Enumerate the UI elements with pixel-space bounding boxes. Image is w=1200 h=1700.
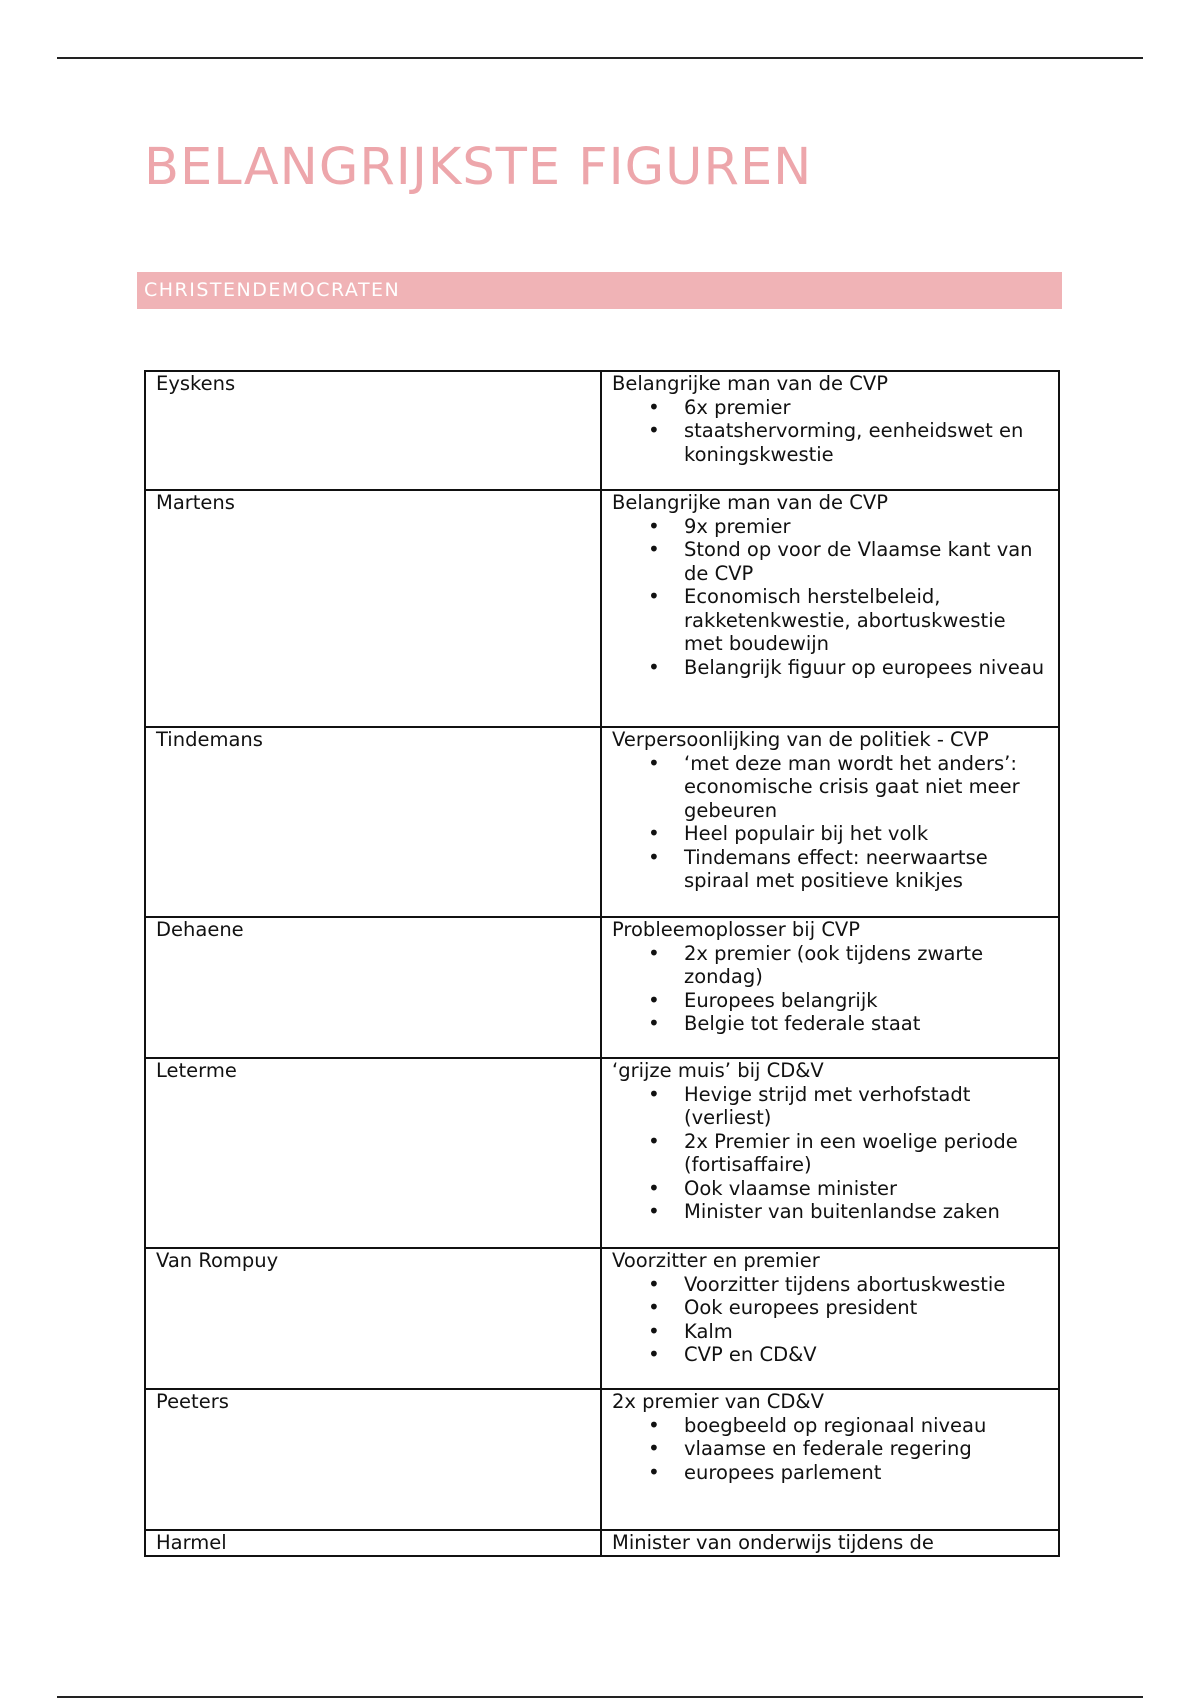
description-bullet: • 9x premier	[684, 515, 1048, 539]
figure-name: Dehaene	[145, 917, 601, 1058]
figure-name: Peeters	[145, 1389, 601, 1530]
description-bullet: • europees parlement	[684, 1461, 1048, 1485]
description-bullet: • Belgie tot federale staat	[684, 1012, 1048, 1036]
description-heading: Belangrijke man van de CVP	[612, 372, 888, 395]
table-row	[145, 1530, 1059, 1556]
description-bullet: • Minister van buitenlandse zaken	[684, 1200, 1048, 1224]
figure-description	[601, 1248, 1059, 1389]
description-bullet-list	[612, 1273, 1048, 1367]
header-rule	[57, 57, 1143, 59]
figures-table	[144, 370, 1060, 1557]
description-bullet: • 2x premier (ook tijdens zwarte zondag)	[684, 942, 1048, 989]
description-bullet: • Hevige strijd met verhofstadt (verliest)	[684, 1083, 1048, 1130]
description-bullet: • Europees belangrijk	[684, 989, 1048, 1013]
footer-rule	[57, 1696, 1143, 1698]
description-heading: ‘grijze muis’ bij CD&V	[612, 1059, 824, 1082]
description-bullet: • Voorzitter tijdens abortuskwestie	[684, 1273, 1048, 1297]
figure-name: Martens	[145, 490, 601, 727]
table-row	[145, 1248, 1059, 1389]
description-bullet: • CVP en CD&V	[684, 1343, 1048, 1367]
description-bullet: • Ook vlaamse minister	[684, 1177, 1048, 1201]
figure-description	[601, 1389, 1059, 1530]
description-heading: Verpersoonlijking van de politiek - CVP	[612, 728, 989, 751]
description-bullet: • Economisch herstelbeleid, rakketenkwestie, abortuskwestie met boudewijn	[684, 585, 1048, 656]
figure-description	[601, 917, 1059, 1058]
figure-name: Van Rompuy	[145, 1248, 601, 1389]
description-heading: Minister van onderwijs tijdens de	[612, 1531, 934, 1554]
figure-name: Eyskens	[145, 371, 601, 490]
figure-name: Tindemans	[145, 727, 601, 917]
figure-description	[601, 727, 1059, 917]
figure-description	[601, 1058, 1059, 1248]
description-bullet: • boegbeeld op regionaal niveau	[684, 1414, 1048, 1438]
description-bullet-list	[612, 515, 1048, 680]
description-bullet: • 2x Premier in een woelige periode (fortisaffaire)	[684, 1130, 1048, 1177]
description-bullet-list	[612, 1414, 1048, 1485]
table-row	[145, 727, 1059, 917]
page-title: BELANGRIJKSTE FIGUREN	[144, 138, 813, 197]
description-bullet-list	[612, 942, 1048, 1036]
table-row	[145, 1058, 1059, 1248]
description-bullet: • vlaamse en federale regering	[684, 1437, 1048, 1461]
figure-description	[601, 371, 1059, 490]
figure-name: Harmel	[145, 1530, 601, 1556]
table-row	[145, 1389, 1059, 1530]
figure-description	[601, 1530, 1059, 1556]
description-bullet: • Kalm	[684, 1320, 1048, 1344]
description-bullet: • Tindemans effect: neerwaartse spiraal met positieve knikjes	[684, 846, 1048, 893]
description-bullet-list	[612, 752, 1048, 893]
figures-table-body	[145, 371, 1059, 1556]
table-row	[145, 490, 1059, 727]
description-heading: Belangrijke man van de CVP	[612, 491, 888, 514]
description-bullet: • staatshervorming, eenheidswet en koningskwestie	[684, 419, 1048, 466]
description-bullet: • 6x premier	[684, 396, 1048, 420]
figure-name: Leterme	[145, 1058, 601, 1248]
description-bullet: • Belangrijk figuur op europees niveau	[684, 656, 1048, 680]
description-bullet-list	[612, 1083, 1048, 1224]
description-bullet: • Heel populair bij het volk	[684, 822, 1048, 846]
description-heading: 2x premier van CD&V	[612, 1390, 824, 1413]
table-row	[145, 917, 1059, 1058]
table-row	[145, 371, 1059, 490]
section-heading: CHRISTENDEMOCRATEN	[137, 272, 1062, 309]
description-bullet: • Ook europees president	[684, 1296, 1048, 1320]
figure-description	[601, 490, 1059, 727]
description-heading: Voorzitter en premier	[612, 1249, 820, 1272]
description-heading: Probleemoplosser bij CVP	[612, 918, 861, 941]
description-bullet-list	[612, 396, 1048, 467]
description-bullet: • ‘met deze man wordt het anders’: economische crisis gaat niet meer gebeuren	[684, 752, 1048, 823]
description-bullet: • Stond op voor de Vlaamse kant van de CVP	[684, 538, 1048, 585]
